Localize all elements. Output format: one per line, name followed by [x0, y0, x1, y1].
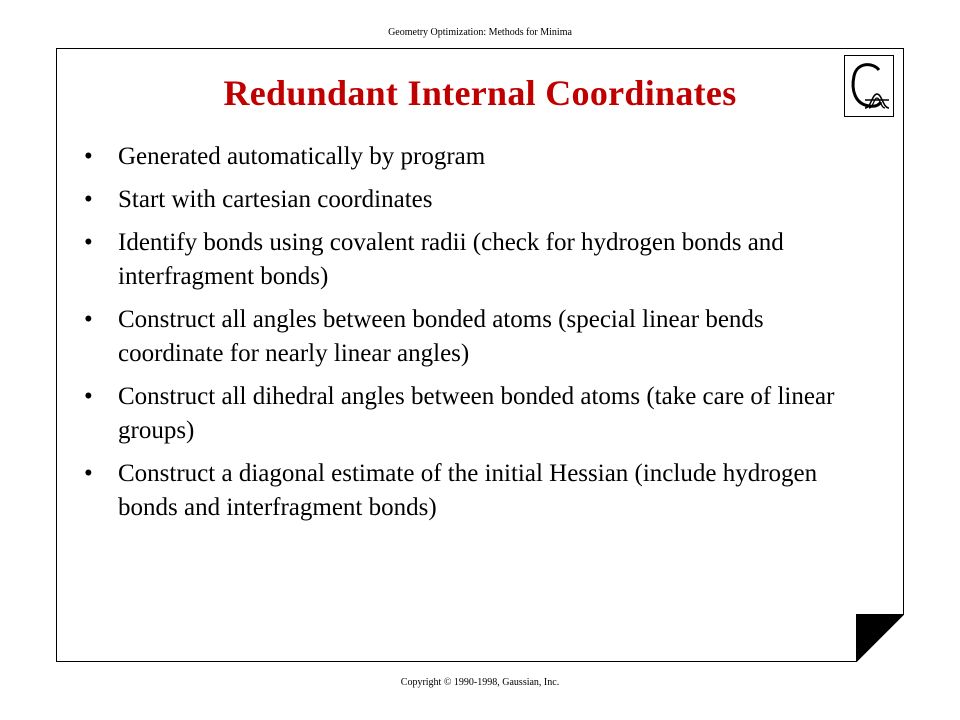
bullet-text: Start with cartesian coordinates	[118, 186, 433, 213]
bullet-item	[84, 226, 874, 294]
bullet-item	[84, 380, 874, 448]
bullet-text: Construct all dihedral angles between bonded atoms (take care of linear groups)	[118, 383, 835, 444]
bullet-marker: •	[84, 143, 93, 170]
bullet-text: Construct a diagonal estimate of the initial Hessian (include hydrogen bonds and interfragment bonds)	[118, 460, 818, 521]
bullet-item	[84, 303, 874, 371]
bullet-text: Generated automatically by program	[118, 143, 486, 170]
bullet-list	[84, 140, 874, 534]
slide-header: Geometry Optimization: Methods for Minima	[388, 27, 572, 38]
slide-title: Redundant Internal Coordinates	[223, 73, 737, 113]
page-corner-icon	[856, 614, 904, 662]
bullet-item	[84, 140, 874, 174]
slide-footer: Copyright © 1990-1998, Gaussian, Inc.	[400, 677, 560, 688]
bullet-marker: •	[84, 460, 93, 487]
gaussian-logo-icon	[844, 55, 894, 117]
bullet-item	[84, 183, 874, 217]
bullet-marker: •	[84, 229, 93, 256]
bullet-marker: •	[84, 306, 93, 333]
bullet-marker: •	[84, 383, 93, 410]
bullet-item	[84, 457, 874, 525]
bullet-marker: •	[84, 186, 93, 213]
bullet-text: Construct all angles between bonded atoms (special linear bends coordinate for nearly linear angles)	[118, 306, 764, 367]
bullet-text: Identify bonds using covalent radii (check for hydrogen bonds and interfragment bonds)	[118, 229, 784, 290]
